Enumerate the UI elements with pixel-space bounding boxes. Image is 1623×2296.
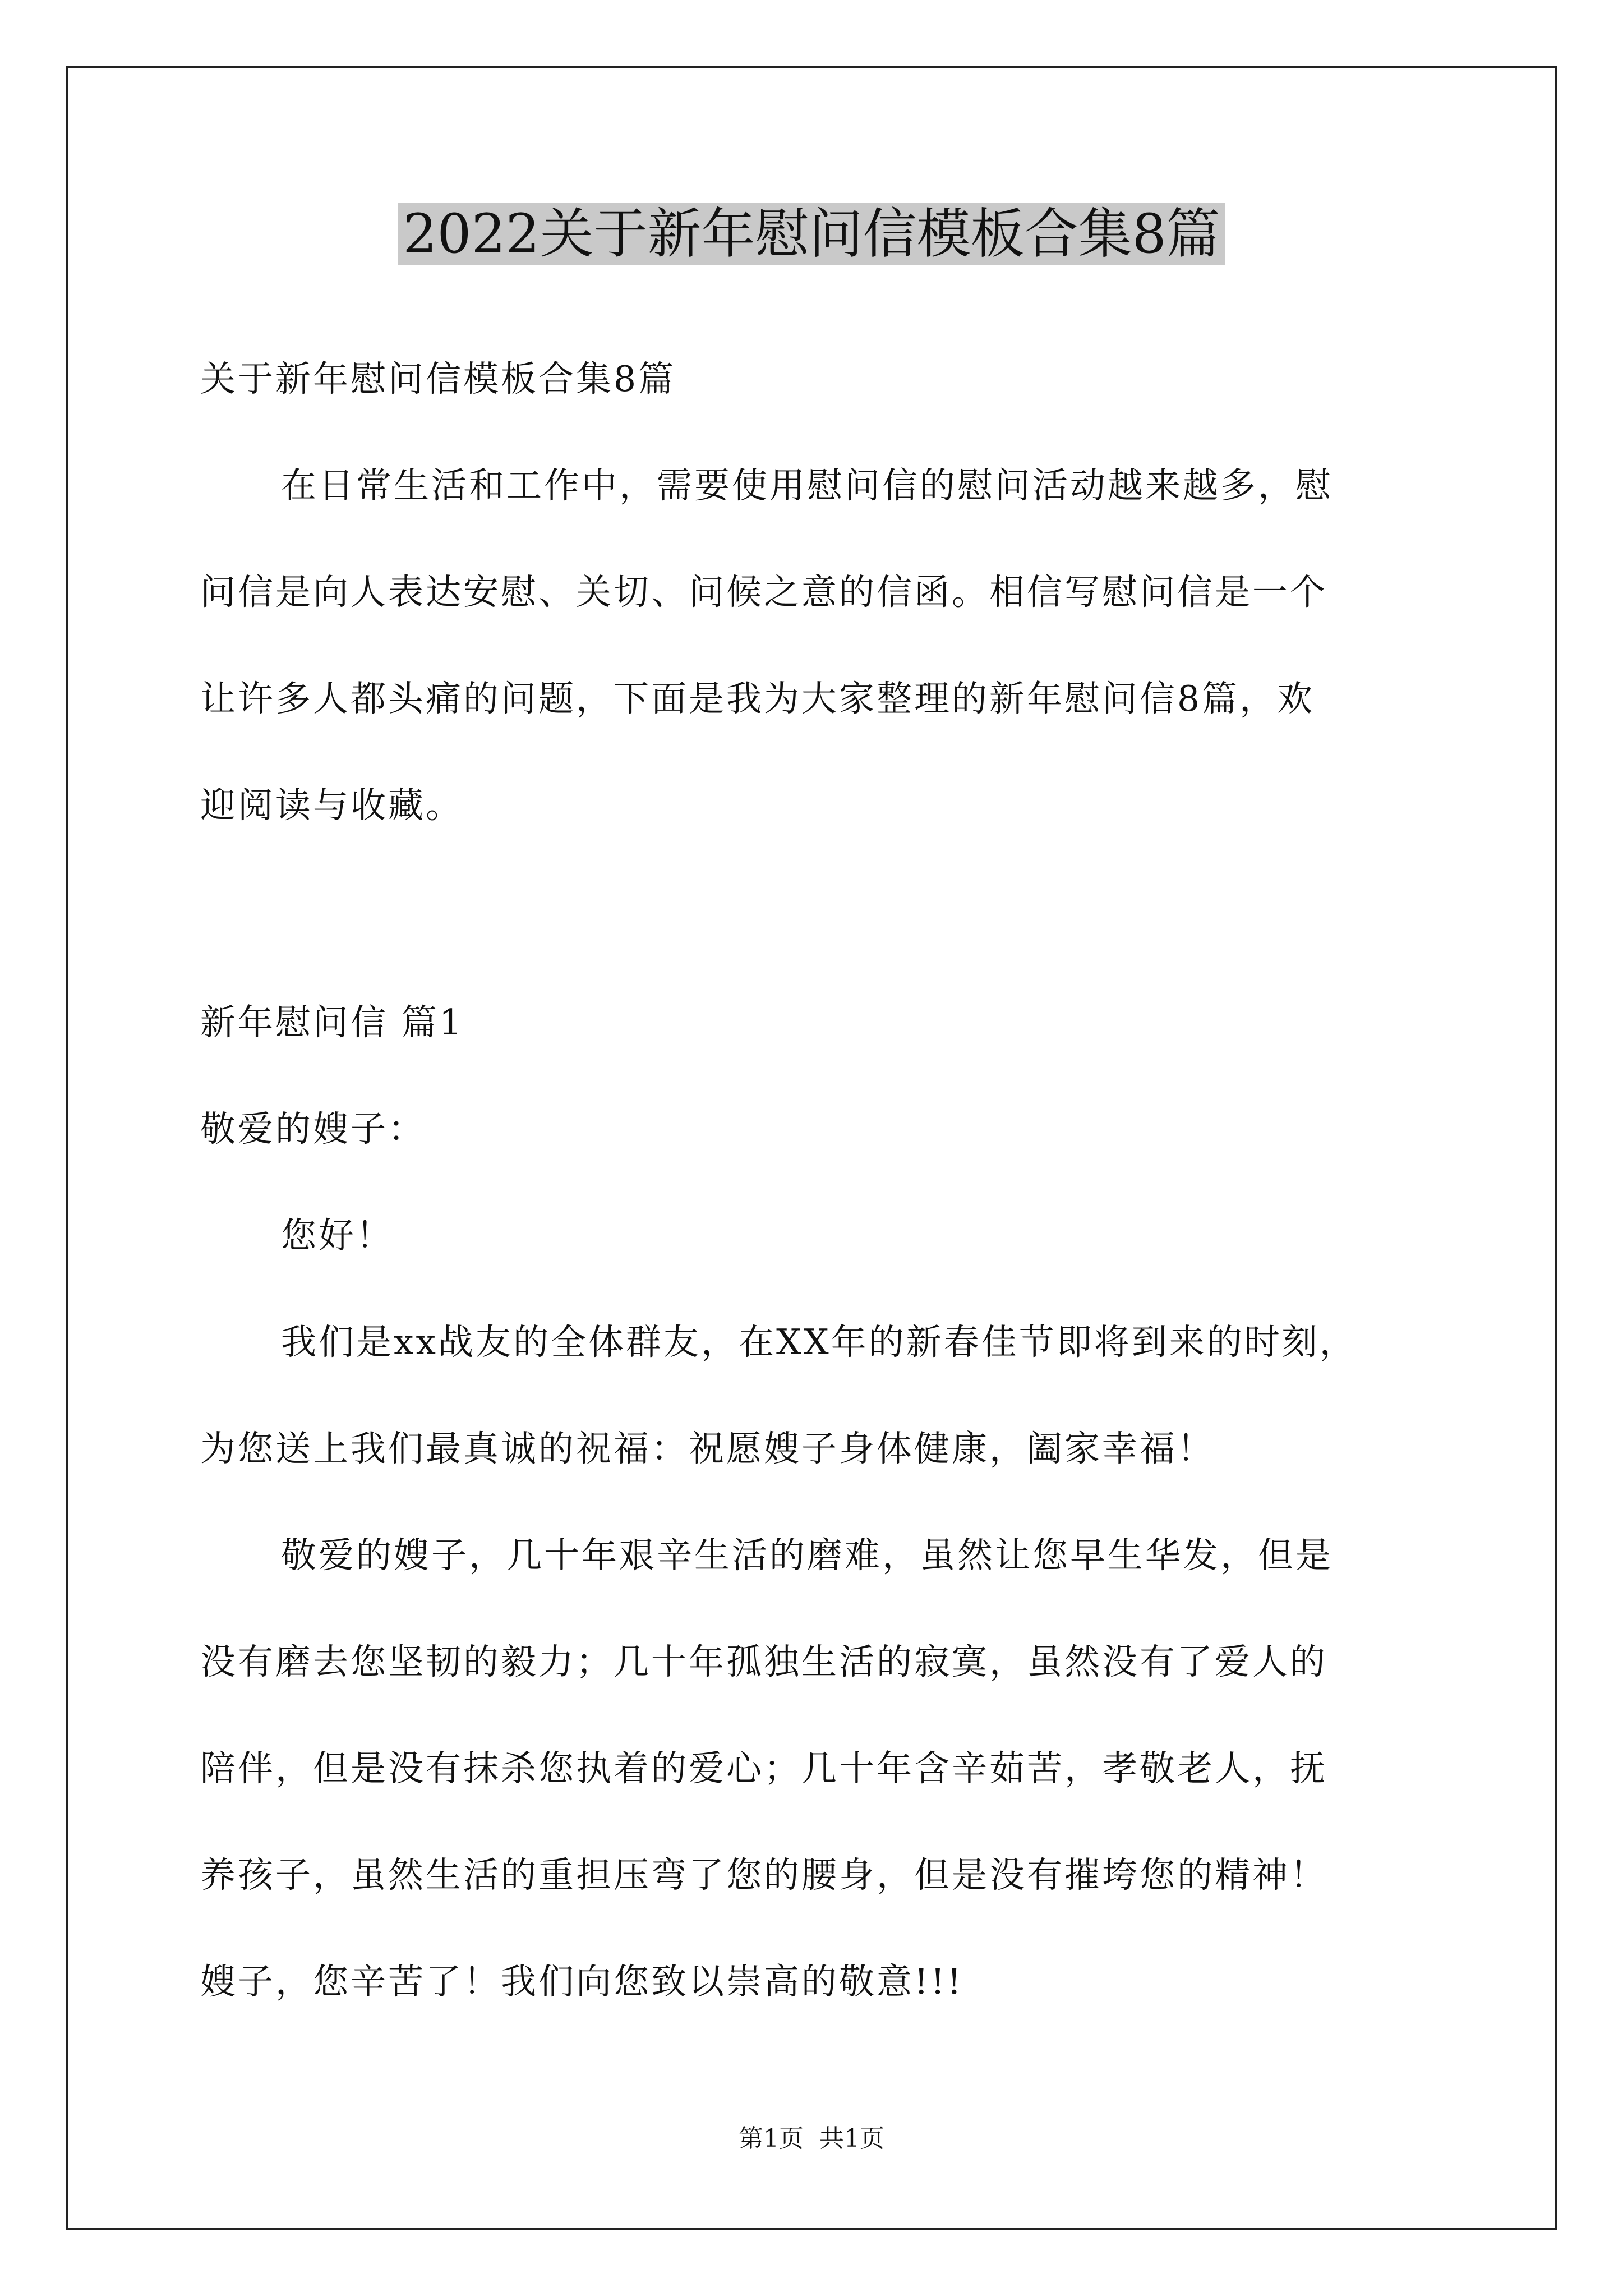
section-heading: 新年慰问信 篇1 <box>200 1002 464 1043</box>
intro-line: 迎阅读与收藏。 <box>200 785 463 826</box>
salutation: 敬爱的嫂子： <box>200 1108 426 1149</box>
page-total: 共1页 <box>819 2124 884 2153</box>
page-number: 第1页 <box>739 2124 804 2153</box>
paragraph-line: 养孩子，虽然生活的重担压弯了您的腰身，但是没有摧垮您的精神！ <box>200 1855 1327 1895</box>
intro-line: 让许多人都头痛的问题，下面是我为大家整理的新年慰问信8篇，欢 <box>200 678 1315 719</box>
paragraph-line: 陪伴，但是没有抹杀您执着的爱心；几十年含辛茹苦，孝敬老人，抚 <box>200 1748 1327 1789</box>
paragraph-line: 我们是xx战友的全体群友，在XX年的新春佳节即将到来的时刻， <box>281 1322 1357 1363</box>
paragraph-line: 敬爱的嫂子，几十年艰辛生活的磨难，虽然让您早生华发，但是 <box>281 1535 1333 1576</box>
greeting: 您好！ <box>281 1215 394 1256</box>
document-title <box>0 192 1623 276</box>
intro-line: 在日常生活和工作中，需要使用慰问信的慰问活动越来越多，慰 <box>281 465 1333 506</box>
paragraph-line: 为您送上我们最真诚的祝福：祝愿嫂子身体健康，阖家幸福！ <box>200 1428 1215 1469</box>
document-title-text: 2022关于新年慰问信模板合集8篇 <box>398 203 1224 265</box>
paragraph-line: 嫂子，您辛苦了！我们向您致以崇高的敬意!!! <box>200 1961 963 2002</box>
page-footer <box>0 2122 1623 2156</box>
paragraph-line: 没有磨去您坚韧的毅力；几十年孤独生活的寂寞，虽然没有了爱人的 <box>200 1641 1327 1682</box>
intro-line: 问信是向人表达安慰、关切、问候之意的信函。相信写慰问信是一个 <box>200 572 1327 613</box>
document-subtitle: 关于新年慰问信模板合集8篇 <box>200 358 676 399</box>
